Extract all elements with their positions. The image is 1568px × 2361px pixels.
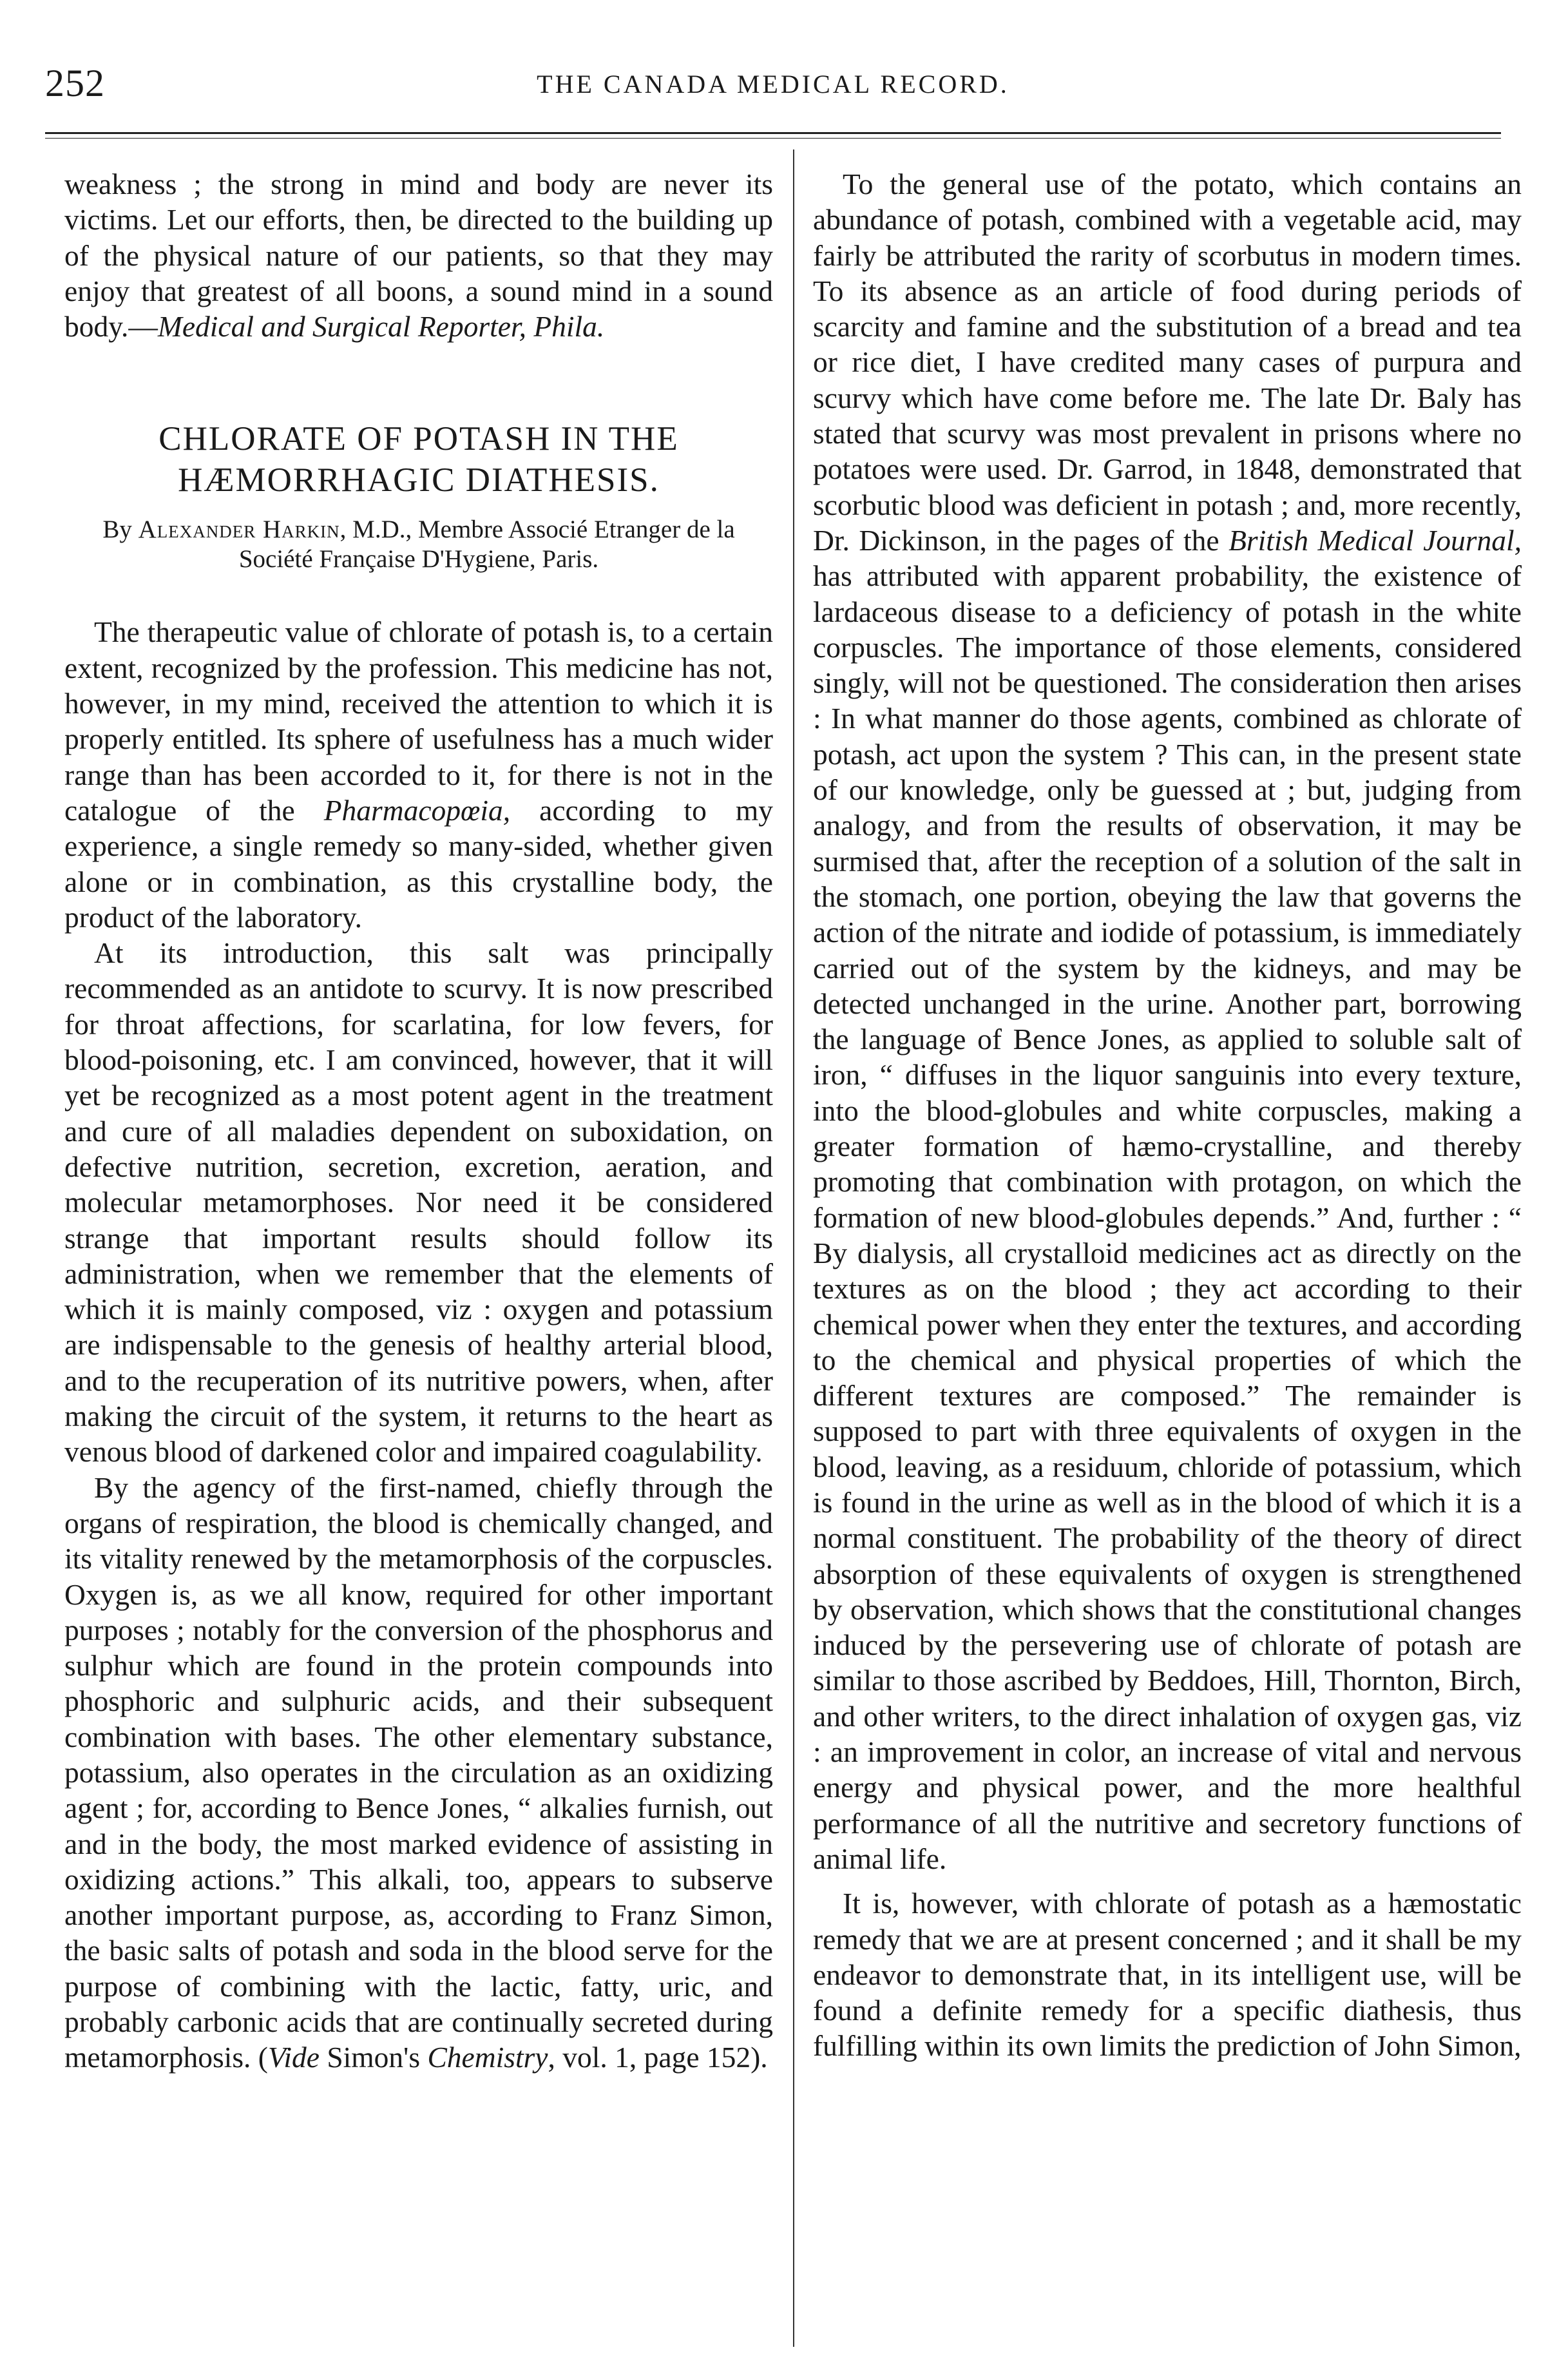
page-header bbox=[45, 61, 1501, 119]
running-title: THE CANADA MEDICAL RECORD. bbox=[537, 70, 1009, 99]
paragraph-text: Simon's bbox=[319, 2041, 428, 2074]
right-column bbox=[813, 166, 1522, 2344]
paragraph-text: according to my experience, a single remedy so many-sided, whether given alone or in combination, as this crystalline body, the product of the laboratory. bbox=[64, 793, 773, 934]
byline-author: Alexander Harkin bbox=[138, 516, 340, 544]
paragraph-text: The therapeutic value of chlorate of potash is, to a certain extent, recognized by the profession. This medicine has not, however, in my mind, received the attention to which it is properly entitled. Its sphere of usefulness has a much wider range than has been accorded to it, for there is not in the catalogue of the bbox=[64, 615, 773, 827]
chemistry-italic: Chemistry bbox=[427, 2041, 548, 2074]
column-divider bbox=[793, 149, 794, 2347]
paragraph-therapeutic-value bbox=[64, 614, 773, 935]
paragraph-text: To the general use of the potato, which contains an abundance of potash, combined with a vegetable acid, may fairly be attributed the rarity of scorbutus in modern times. To its absence as an article of food during periods of scarcity and famine and the substitution of a bread and tea or rice diet, I have credited many cases of purpura and scurvy which have come before me. The late Dr. Baly has stated that scurvy was most prevalent in prisons where no potatoes were used. Dr. Garrod, in 1848, demonstrated that scorbutic blood was deficient in potash ; and, more recently, Dr. Dickinson, in the pages of the bbox=[813, 168, 1522, 557]
previous-article-source: Medical and Surgical Reporter, Phila. bbox=[157, 310, 605, 343]
paragraph-text: By the agency of the first-named, chiefly through the organs of respiration, the blood is chemically changed, and its vitality renewed by the metamorphosis of the corpuscles. Oxygen is, as we all know, required for other important purposes ; notably for the conversion of the phosphorus and sulphur which are found in the protein compounds into phosphoric and sulphuric acids, and their subsequent combination with bases. The other elementary substance, potassium, also operates in the circulation as an oxidizing agent ; for, according to Bence Jones, “ alkalies furnish, out and in the body, the most marked evidence of assisting in oxidizing actions.” This alkali, too, appears to subserve another important purpose, as, according to Franz Simon, the basic salts of potash and soda in the blood serve for the purpose of combining with the lactic, fatty, uric, and probably carbonic acids that are continually secreted during metamorphosis. ( bbox=[64, 1470, 773, 2074]
paragraph-text: has attributed with apparent probability, the existence of lardaceous disease to a deficiency of potash in the white corpuscles. The importance of those elements, considered singly, will not be questioned. The consideration then arises : In what manner do those agents, combined as chlorate of potash, act upon the system ? This can, in the present state of our knowledge, only be guessed at ; but, judging from analogy, and from the results of observation, it may be surmised that, after the reception of a solution of the salt in the stomach, one portion, obeying the law that governs the action of the nitrate and iodide of potassium, is immediately carried out of the system by the kidneys, and may be detected unchanged in the urine. Another part, borrowing the language of Bence Jones, as applied to soluble salt of iron, “ diffuses in the liquor sanguinis into every texture, into the blood-globules and white corpuscles, making a greater formation of hæmo-crystalline, and thereby promoting that combination with protagon, on which the formation of new blood-globules depends.” And, further : “ By dialysis, all crystalloid medicines act as directly on the textures as on the blood ; they act according to their chemical power when they enter the textures, and according to the chemical and physical properties of which the different textures are composed.” The remainder is supposed to part with three equivalents of oxygen in the blood, leaving, as a residuum, chloride of potassium, which is found in the urine as well as in the blood of which it is a normal constituent. The probability of the theory of direct absorption of these equivalents of oxygen is strengthened by observation, which shows that the constitutional changes induced by the persevering use of chlorate of potash are similar to those ascribed by Beddoes, Hill, Thornton, Birch, and other writers, to the direct inhalation of oxygen gas, viz : an improvement in color, an increase of vital and nervous energy and physical power, and the more healthful performance of all the nutritive and secretory functions of animal life. bbox=[813, 559, 1522, 1875]
left-column bbox=[64, 166, 773, 2344]
paragraph-text: , vol. 1, page 152). bbox=[548, 2041, 768, 2074]
header-double-rule bbox=[45, 132, 1501, 139]
article-title-line-1: CHLORATE OF POTASH IN THE bbox=[158, 420, 679, 458]
article-title-line-2: HÆMORRHAGIC DIATHESIS. bbox=[178, 461, 660, 499]
article-byline bbox=[64, 515, 773, 574]
paragraph-agency bbox=[64, 1470, 773, 2076]
article-title bbox=[64, 418, 773, 501]
byline-by: By bbox=[102, 516, 132, 544]
previous-article-text: weakness ; the strong in mind and body are never its victims. Let our efforts, then, be directed to the building up of the physical nature of our patients, so that they may enjoy that greatest of all boons, a sound mind in a sound body.— bbox=[64, 168, 773, 343]
paragraph-haemostatic: It is, however, with chlorate of potash as a hæmostatic remedy that we are at present concerned ; and it shall be my endeavor to demonstrate that, in its intelligent use, will be found a definite remedy for a specific diathesis, thus fulfilling within its own limits the prediction of John Simon, bbox=[813, 1887, 1522, 2063]
pharmacopoeia-italic: Pharmacopœia, bbox=[323, 793, 511, 827]
page-number: 252 bbox=[45, 62, 105, 104]
byline-affiliation: , M.D., Membre Associé Etranger de la Société Française D'Hygiene, Paris. bbox=[238, 516, 735, 573]
journal-italic: British Medical Journal, bbox=[1229, 523, 1522, 557]
paragraph-potato bbox=[813, 166, 1522, 1876]
previous-article-ending bbox=[64, 166, 773, 344]
vide-italic: Vide bbox=[267, 2041, 320, 2074]
paragraph-introduction: At its introduction, this salt was principally recommended as an antidote to scurvy. It is now prescribed for throat affections, for scarlatina, for low fevers, for blood-poisoning, etc. I am convinced, however, that it will yet be recognized as a most potent agent in the treatment and cure of all maladies dependent on suboxidation, on defective nutrition, secretion, excretion, aeration, and molecular metamorphoses. Nor need it be considered strange that important results should follow its administration, when we remember that the elements of which it is mainly composed, viz : oxygen and potassium are indispensable to the genesis of healthy arterial blood, and to the recuperation of its nutritive powers, when, after making the circuit of the system, it returns to the heart as venous blood of darkened color and impaired coagulability. bbox=[64, 936, 773, 1469]
